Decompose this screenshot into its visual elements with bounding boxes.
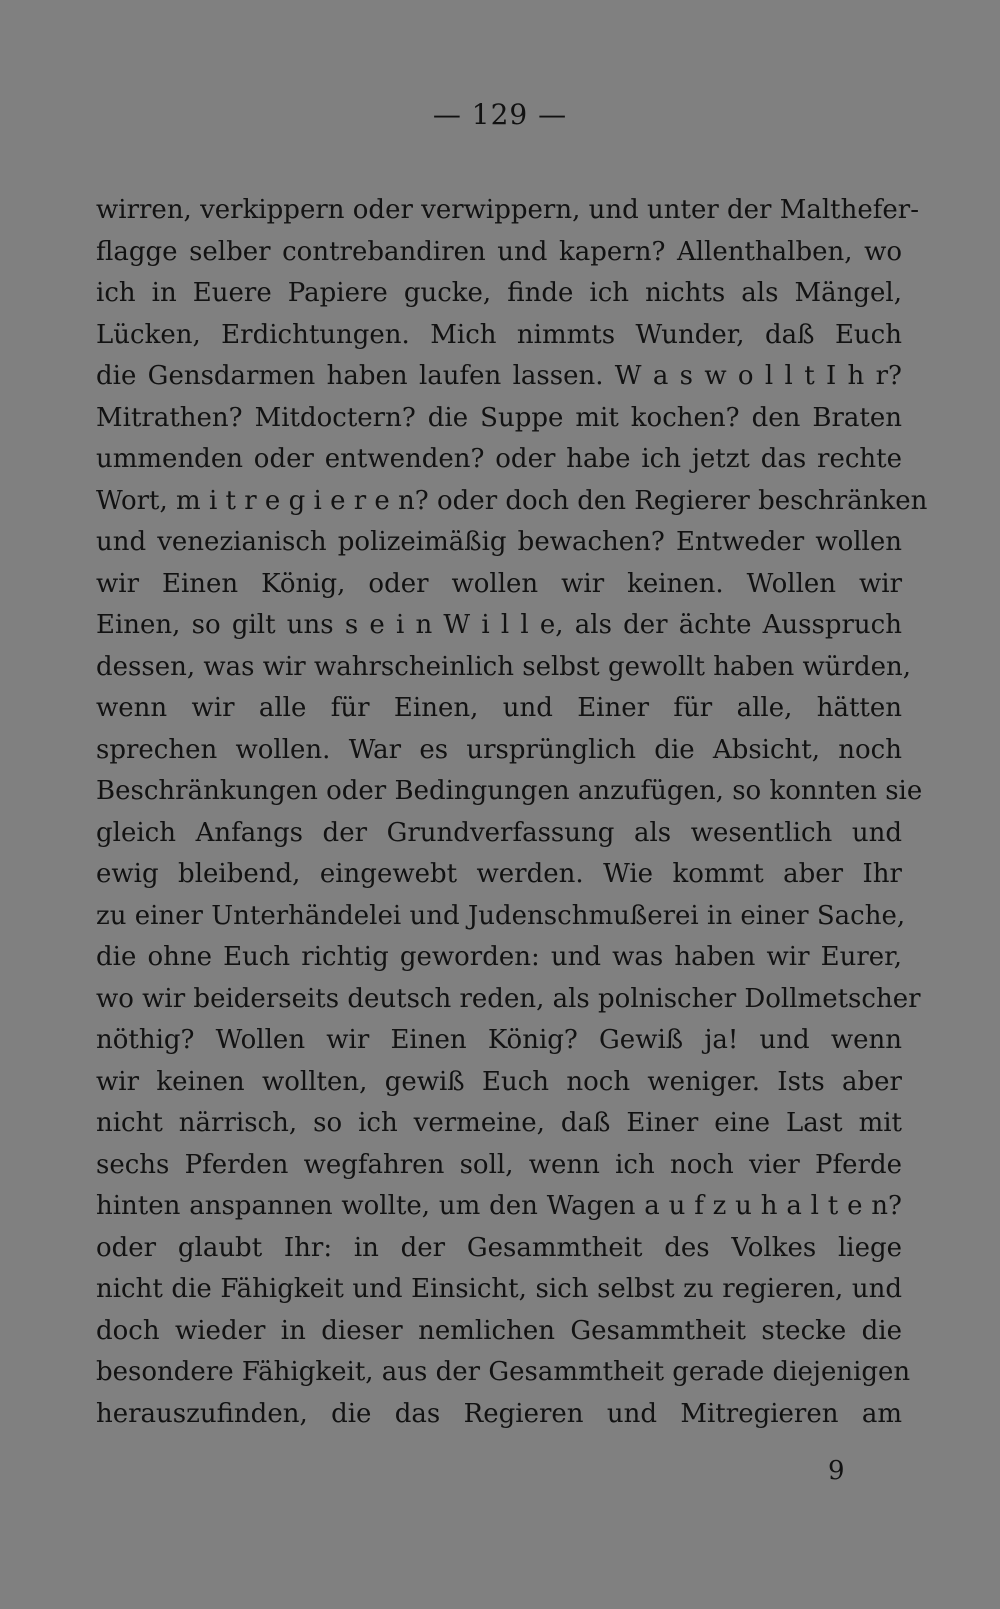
text-line: nicht die Fähigkeit und Einsicht, sich selbst zu regieren, und [96,1274,902,1304]
text-line: oder glaubt Ihr: in der Gesammtheit des Volkes liege [96,1232,902,1263]
text-line: sechs Pferden wegfahren soll, wenn ich noch vier Pferde [96,1149,902,1180]
text-line: die ohne Euch richtig geworden: und was haben wir Eurer, [96,942,902,972]
text-line: gleich Anfangs der Grundverfassung als wesentlich und [96,817,902,848]
text-line: die Gensdarmen haben laufen lassen. W a s w o l l t I h r? [96,361,902,391]
text-line: flagge selber contrebandiren und kapern? Allenthalben, wo [96,236,902,267]
text-line: herauszufinden, die das Regieren und Mitregieren am [96,1398,902,1429]
text-line: nöthig? Wollen wir Einen König? Gewiß ja! und wenn [96,1025,902,1055]
signature-mark: 9 [828,1456,845,1486]
text-line: sprechen wollen. War es ursprünglich die Absicht, noch [96,734,902,765]
text-line: ummenden oder entwenden? oder habe ich jetzt das rechte [96,444,902,474]
text-line: doch wieder in dieser nemlichen Gesammtheit stecke die [96,1315,902,1346]
text-line: wir keinen wollten, gewiß Euch noch weniger. Ists aber [96,1066,902,1097]
text-line: ich in Euere Papiere gucke, finde ich nichts als Mängel, [96,278,902,308]
text-line: dessen, was wir wahrscheinlich selbst gewollt haben würden, [96,651,912,682]
text-line: Mitrathen? Mitdoctern? die Suppe mit kochen? den Braten [96,402,902,433]
text-line: wir Einen König, oder wollen wir keinen. Wollen wir [96,568,902,599]
text-line: Wort, m i t r e g i e r e n? oder doch den Regierer beschränken [96,485,928,516]
text-line: wo wir beiderseits deutsch reden, als polnischer Dollmetscher [96,983,921,1014]
text-line: wenn wir alle für Einen, und Einer für alle, hätten [96,693,902,723]
text-line: Einen, so gilt uns s e i n W i l l e, als der ächte Ausspruch [96,610,902,640]
text-line: Lücken, Erdichtungen. Mich nimmts Wunder, daß Euch [96,319,902,350]
text-line: besondere Fähigkeit, aus der Gesammtheit gerade diejenigen [96,1357,911,1387]
body-text [96,190,928,1435]
text-line: und venezianisch polizeimäßig bewachen? Entweder wollen [96,527,902,557]
text-line: wirren, verkippern oder verwippern, und unter der Malthefer- [96,195,919,225]
text-line: hinten anspannen wollte, um den Wagen a u f z u h a l t e n? [96,1191,902,1221]
text-line: nicht närrisch, so ich vermeine, daß Einer eine Last mit [96,1108,902,1138]
text-line: zu einer Unterhändelei und Judenschmußerei in einer Sache, [96,900,906,931]
text-line: ewig bleibend, eingewebt werden. Wie kommt aber Ihr [96,859,902,889]
text-line: Beschränkungen oder Bedingungen anzufügen, so konnten sie [96,776,923,806]
page-number: — 129 — [432,98,568,131]
